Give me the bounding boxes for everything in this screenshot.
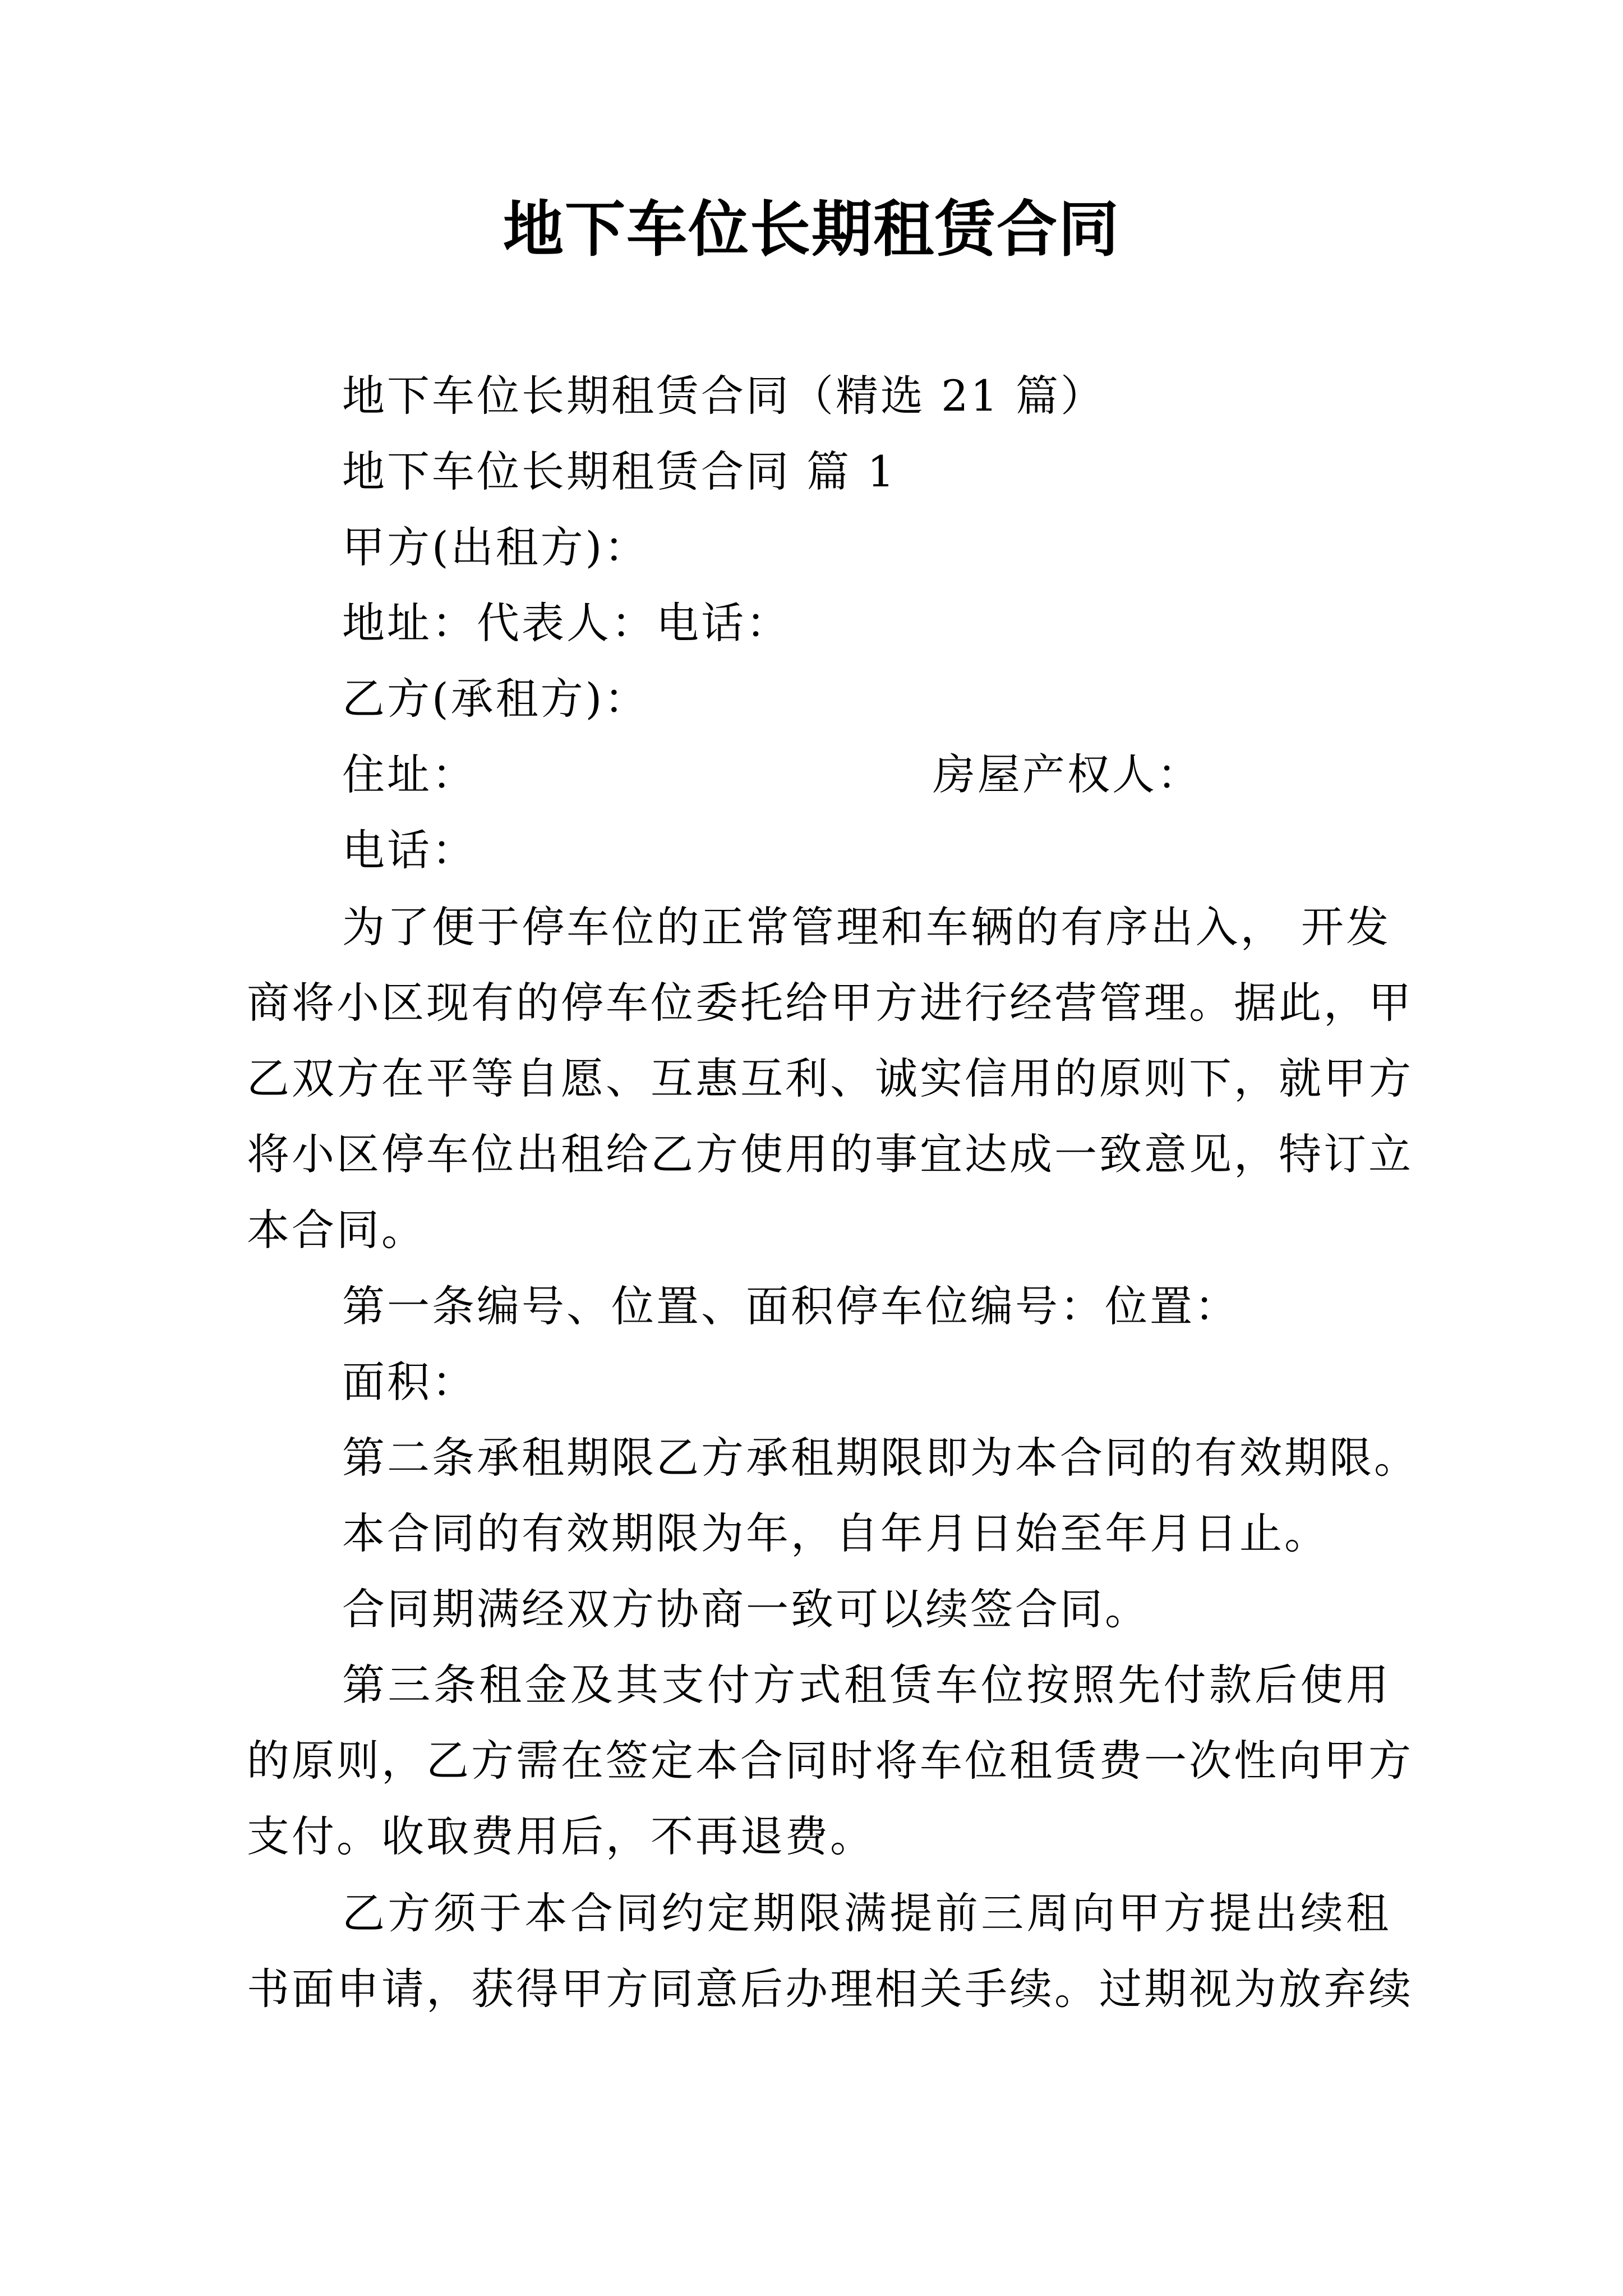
paragraph-text: 书面申请，获得甲方同意后办理相关手续。过期视为放弃续 <box>247 1964 1413 2014</box>
paragraph-line: 本合同。 <box>247 1205 426 1255</box>
paragraph-text: 商将小区现有的停车位委托给甲方进行经营管理。据此，甲 <box>247 978 1413 1028</box>
owner-label: 房屋产权人： <box>933 749 1202 799</box>
article-2: 第二条承租期限乙方承租期限即为本合同的有效期限。 <box>342 1433 1419 1483</box>
address-label: 住址： <box>342 749 477 799</box>
phone-label: 电话： <box>342 825 477 875</box>
party-a-contact: 地址：代表人：电话： <box>342 598 791 648</box>
renew-line: 合同期满经双方协商一致可以续签合同。 <box>342 1584 1150 1634</box>
party-a-label: 甲方(出租方)： <box>342 522 649 572</box>
paragraph-text: 乙双方在平等自愿、互惠互利、诚实信用的原则下，就甲方 <box>247 1053 1413 1103</box>
paragraph-line: 支付。收取费用后，不再退费。 <box>247 1811 875 1861</box>
term-line: 本合同的有效期限为年，自年月日始至年月日止。 <box>342 1508 1329 1558</box>
paragraph-text: 乙方须于本合同约定期限满提前三周向甲方提出续租 <box>342 1888 1391 1938</box>
paragraph-text: 的原则，乙方需在签定本合同时将车位租赁费一次性向甲方 <box>247 1736 1413 1786</box>
area-label: 面积： <box>342 1357 477 1407</box>
section-heading: 地下车位长期租赁合同 篇 1 <box>342 447 897 496</box>
paragraph-line <box>247 1129 1413 1180</box>
article-1: 第一条编号、位置、面积停车位编号：位置： <box>342 1281 1239 1331</box>
party-b-label: 乙方(承租方)： <box>342 674 649 724</box>
paragraph-text: 将小区停车位出租给乙方使用的事宜达成一致意见，特订立 <box>247 1129 1413 1179</box>
document-subtitle: 地下车位长期租赁合同（精选 21 篇） <box>342 371 1106 421</box>
document-title: 地下车位长期租赁合同 <box>502 194 1120 265</box>
paragraph-line <box>247 1963 1413 2014</box>
paragraph-line <box>342 1659 1391 1710</box>
paragraph-line <box>247 1053 1413 1104</box>
paragraph-line <box>247 1735 1413 1786</box>
paragraph-line <box>342 1888 1391 1939</box>
paragraph-line <box>342 901 1391 953</box>
paragraph-line <box>247 977 1413 1028</box>
paragraph-text: 第三条租金及其支付方式租赁车位按照先付款后使用 <box>342 1660 1391 1710</box>
paragraph-text: 为了便于停车位的正常管理和车辆的有序出入， 开发 <box>342 902 1391 952</box>
